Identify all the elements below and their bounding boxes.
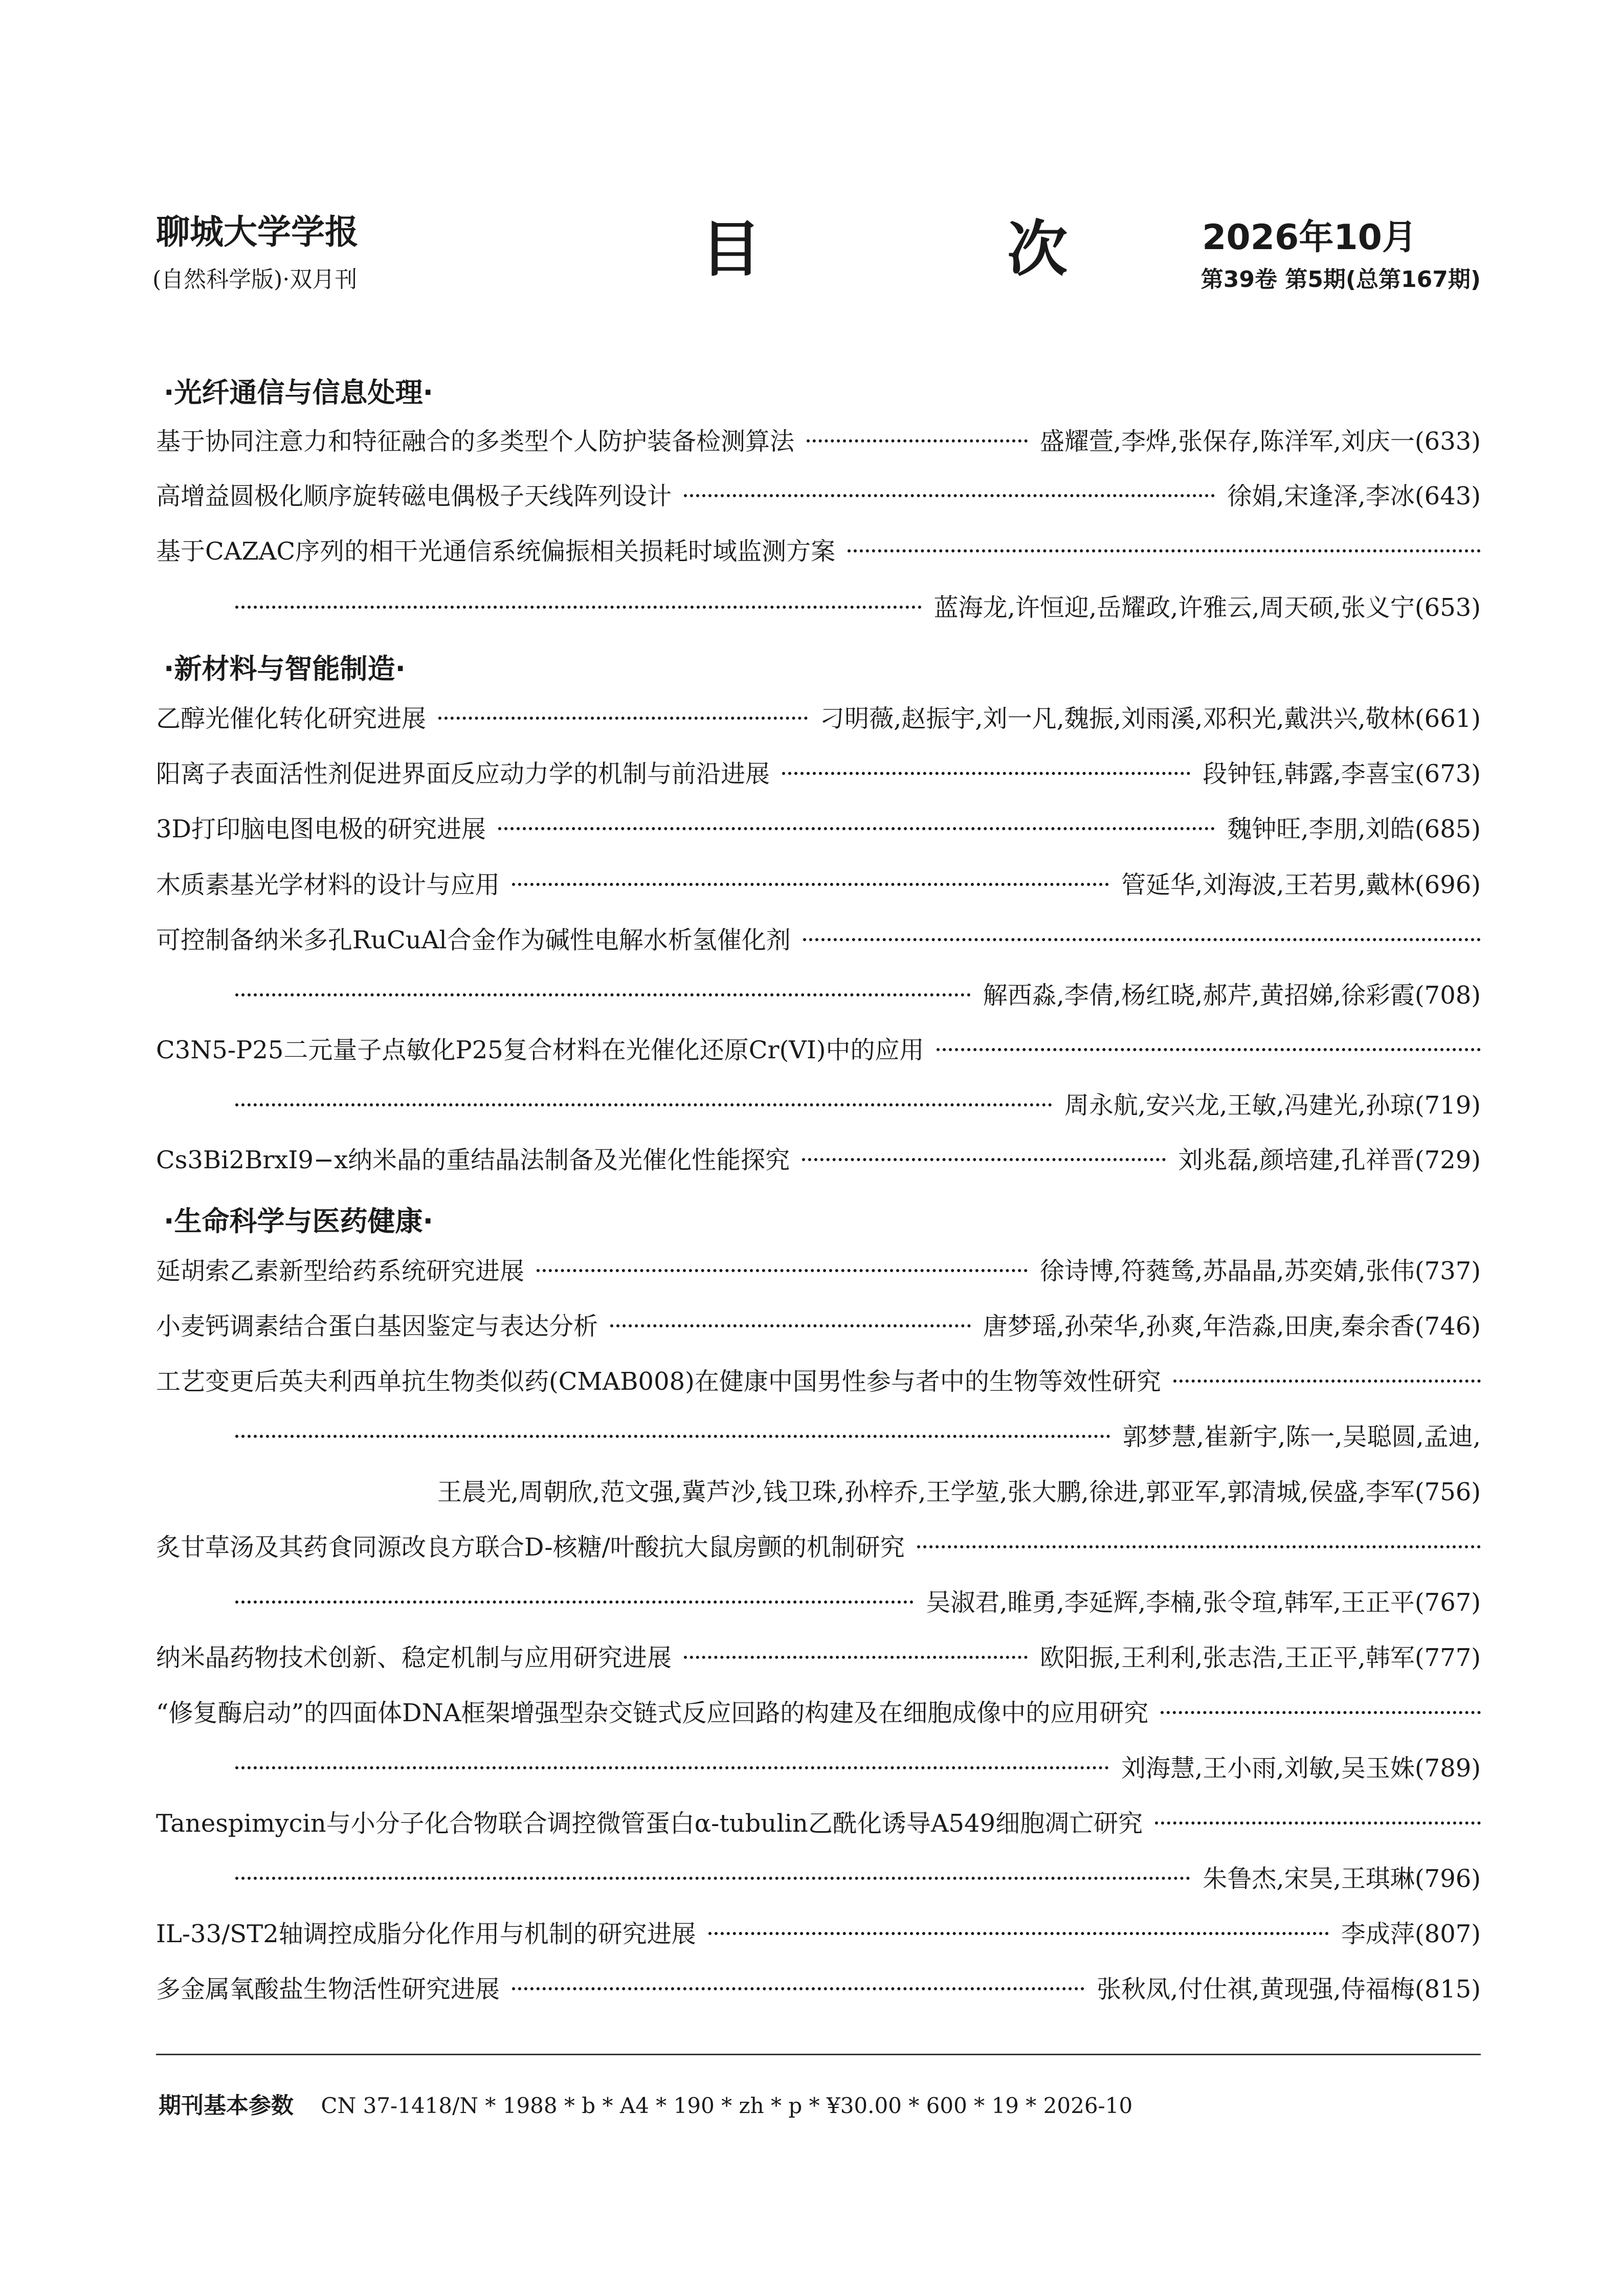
dot-leader <box>684 494 1215 497</box>
dot-leader <box>1155 1821 1481 1825</box>
dot-leader <box>235 1103 1052 1106</box>
entry-page: (708) <box>1414 981 1481 1010</box>
dot-leader <box>807 439 1028 442</box>
entry-authors: 张秋凤,付仕祺,黄现强,侍福梅 <box>1097 1975 1415 2004</box>
entry-page: (807) <box>1414 1920 1481 1948</box>
entry-page: (756) <box>1414 1478 1481 1506</box>
dot-leader <box>235 1877 1190 1880</box>
entry-page: (746) <box>1414 1312 1481 1341</box>
footer-divider <box>156 2054 1481 2055</box>
entry-title: 工艺变更后英夫利西单抗生物类似药(CMAB008)在健康中国男性参与者中的生物等效性研究 <box>156 1367 1161 1396</box>
dot-leader <box>782 772 1190 775</box>
entry-title: C3N5-P25二元量子点敏化P25复合材料在光催化还原Cr(VI)中的应用 <box>156 1036 924 1064</box>
dot-leader <box>235 606 922 609</box>
toc-entry[interactable] <box>156 923 1481 957</box>
toc-entry-continuation[interactable] <box>235 1862 1481 1896</box>
entry-authors: 刘兆磊,颜培建,孔祥晋 <box>1178 1146 1415 1174</box>
entry-title: 纳米晶药物技术创新、稳定机制与应用研究进展 <box>156 1643 672 1672</box>
entry-title: 基于协同注意力和特征融合的多类型个人防护装备检测算法 <box>156 427 795 456</box>
entry-page: (685) <box>1414 815 1481 843</box>
entry-page: (737) <box>1414 1257 1481 1285</box>
dot-leader <box>848 549 1481 552</box>
entry-title: “修复酶启动”的四面体DNA框架增强型杂交链式反应回路的构建及在细胞成像中的应用研究 <box>156 1699 1149 1727</box>
toc-entry[interactable] <box>156 1365 1481 1398</box>
toc-entry[interactable] <box>156 702 1481 736</box>
entry-authors: 王晨光,周朝欣,范文强,冀芦沙,钱卫珠,孙梓乔,王学堃,张大鹏,徐进,郭亚军,郭清城,侯盛,李军 <box>437 1478 1415 1506</box>
dot-leader <box>917 1545 1481 1548</box>
dot-leader <box>438 717 808 720</box>
entry-authors: 周永航,安兴龙,王敏,冯建光,孙琼 <box>1064 1091 1415 1120</box>
entry-page: (767) <box>1414 1588 1481 1617</box>
toc-entry[interactable] <box>156 479 1481 513</box>
journal-title: 聊城大学学报 <box>156 212 359 252</box>
entry-title: IL-33/ST2轴调控成脂分化作用与机制的研究进展 <box>156 1920 696 1948</box>
dot-leader <box>708 1932 1329 1935</box>
toc-entry-continuation[interactable] <box>235 591 1481 625</box>
toc-entry-continuation[interactable] <box>235 979 1481 1012</box>
dot-leader <box>537 1269 1028 1272</box>
toc-entry[interactable] <box>156 1309 1481 1343</box>
entry-authors: 魏钟旺,李朋,刘皓 <box>1227 815 1415 843</box>
toc-entry[interactable] <box>156 1807 1481 1840</box>
entry-page: (696) <box>1414 871 1481 899</box>
entry-authors: 徐诗博,符蕤鸶,苏晶晶,苏奕婧,张伟 <box>1039 1257 1415 1285</box>
entry-authors: 徐娟,宋逢泽,李冰 <box>1227 482 1415 510</box>
issue-date: 2026年10月 <box>1202 217 1417 258</box>
toc-entry[interactable] <box>156 812 1481 846</box>
dot-leader <box>235 1435 1110 1438</box>
entry-authors: 段钟钰,韩露,李喜宝 <box>1203 760 1415 788</box>
entry-page: (673) <box>1414 760 1481 788</box>
entry-title: 乙醇光催化转化研究进展 <box>156 704 427 733</box>
toc-entry[interactable] <box>156 868 1481 902</box>
contents-title: 目 次 <box>701 214 1181 284</box>
dot-leader <box>235 1766 1109 1769</box>
entry-page: (796) <box>1414 1864 1481 1893</box>
journal-subtitle: (自然科学版)·双月刊 <box>152 266 358 293</box>
entry-page: (653) <box>1414 593 1481 622</box>
dot-leader <box>512 1987 1084 1990</box>
dot-leader <box>235 1601 914 1604</box>
entry-title: 小麦钙调素结合蛋白基因鉴定与表达分析 <box>156 1312 598 1341</box>
toc-entry[interactable] <box>156 757 1481 791</box>
entry-authors: 李成萍 <box>1341 1920 1415 1948</box>
entry-authors: 朱鲁杰,宋昊,王琪琳 <box>1203 1864 1415 1893</box>
toc-entry[interactable] <box>156 1033 1481 1067</box>
entry-title: 高增益圆极化顺序旋转磁电偶极子天线阵列设计 <box>156 482 672 510</box>
entry-authors: 刘海慧,王小雨,刘敏,吴玉姝 <box>1121 1754 1415 1783</box>
entry-title: 基于CAZAC序列的相干光通信系统偏振相关损耗时域监测方案 <box>156 537 836 566</box>
entry-authors: 吴淑君,睢勇,李延辉,李楠,张令瑄,韩军,王正平 <box>926 1588 1415 1617</box>
entry-authors: 蓝海龙,许恒迎,岳耀政,许雅云,周天硕,张义宁 <box>933 593 1415 622</box>
dot-leader <box>235 993 971 996</box>
entry-title: 多金属氧酸盐生物活性研究进展 <box>156 1975 500 2004</box>
toc-entry[interactable] <box>156 1972 1481 2006</box>
entry-authors: 刁明薇,赵振宇,刘一凡,魏振,刘雨溪,邓积光,戴洪兴,敬林 <box>820 704 1415 733</box>
entry-authors: 欧阳振,王利利,张志浩,王正平,韩军 <box>1039 1643 1415 1672</box>
toc-entry[interactable] <box>156 425 1481 458</box>
toc-entry-continuation[interactable] <box>235 1420 1481 1454</box>
toc-entry[interactable] <box>156 1696 1481 1730</box>
dot-leader <box>610 1324 971 1327</box>
dot-leader <box>802 1158 1166 1161</box>
entry-title: 阳离子表面活性剂促进界面反应动力学的机制与前沿进展 <box>156 760 770 788</box>
toc-entry[interactable] <box>156 535 1481 568</box>
entry-page: (719) <box>1414 1091 1481 1120</box>
toc-entry[interactable] <box>156 1530 1481 1564</box>
section-header-materials: ·新材料与智能制造· <box>164 653 406 685</box>
toc-entry[interactable] <box>156 1641 1481 1675</box>
entry-page: (643) <box>1414 482 1481 510</box>
journal-parameters <box>159 2087 1132 2120</box>
toc-entry[interactable] <box>156 1143 1481 1177</box>
entry-title: 炙甘草汤及其药食同源改良方联合D-核糖/叶酸抗大鼠房颤的机制研究 <box>156 1533 905 1562</box>
entry-title: Tanespimycin与小分子化合物联合调控微管蛋白α-tubulin乙酰化诱导A549细胞凋亡研究 <box>156 1809 1143 1838</box>
entry-title: 可控制备纳米多孔RuCuAl合金作为碱性电解水析氢催化剂 <box>156 926 791 954</box>
entry-page: (661) <box>1414 704 1481 733</box>
entry-page: (633) <box>1414 427 1481 456</box>
entry-authors: 盛耀萱,李烨,张保存,陈洋军,刘庆一 <box>1039 427 1415 456</box>
toc-entry-continuation[interactable] <box>199 1475 1481 1509</box>
entry-page: (789) <box>1414 1754 1481 1783</box>
entry-authors: 唐梦瑶,孙荣华,孙爽,年浩淼,田庚,秦余香 <box>983 1312 1415 1341</box>
dot-leader <box>1173 1380 1481 1383</box>
dot-leader <box>684 1656 1028 1659</box>
dot-leader <box>498 827 1215 830</box>
entry-title: 3D打印脑电图电极的研究进展 <box>156 815 486 843</box>
toc-entry-continuation[interactable] <box>235 1586 1481 1619</box>
issue-volume: 第39卷 第5期(总第167期) <box>1200 266 1481 293</box>
entry-authors: 管延华,刘海波,王若男,戴林 <box>1121 871 1415 899</box>
entry-page: (815) <box>1414 1975 1481 2004</box>
section-header-optical: ·光纤通信与信息处理· <box>164 376 434 409</box>
dot-leader <box>803 938 1481 941</box>
toc-entry[interactable] <box>156 1254 1481 1288</box>
entry-title: Cs3Bi2BrxI9−x纳米晶的重结晶法制备及光催化性能探究 <box>156 1146 790 1174</box>
toc-entry-continuation[interactable] <box>235 1751 1481 1785</box>
entry-title: 木质素基光学材料的设计与应用 <box>156 871 500 899</box>
entry-title: 延胡索乙素新型给药系统研究进展 <box>156 1257 525 1285</box>
dot-leader <box>512 883 1109 886</box>
entry-authors: 解西淼,李倩,杨红晓,郝芹,黄招娣,徐彩霞 <box>983 981 1415 1010</box>
dot-leader <box>937 1048 1481 1051</box>
entry-page: (729) <box>1414 1146 1481 1174</box>
dot-leader <box>1161 1711 1481 1714</box>
entry-authors: 郭梦慧,崔新宇,陈一,吴聪圆,孟迪, <box>1122 1423 1481 1451</box>
section-header-life-science: ·生命科学与医药健康· <box>164 1205 434 1237</box>
toc-entry-continuation[interactable] <box>235 1088 1481 1122</box>
entry-page: (777) <box>1414 1643 1481 1672</box>
toc-entry[interactable] <box>156 1917 1481 1951</box>
footer-params: CN 37-1418/N * 1988 * b * A4 * 190 * zh * p * ¥30.00 * 600 * 19 * 2026-10 <box>321 2093 1133 2118</box>
footer-label: 期刊基本参数 <box>159 2093 294 2119</box>
